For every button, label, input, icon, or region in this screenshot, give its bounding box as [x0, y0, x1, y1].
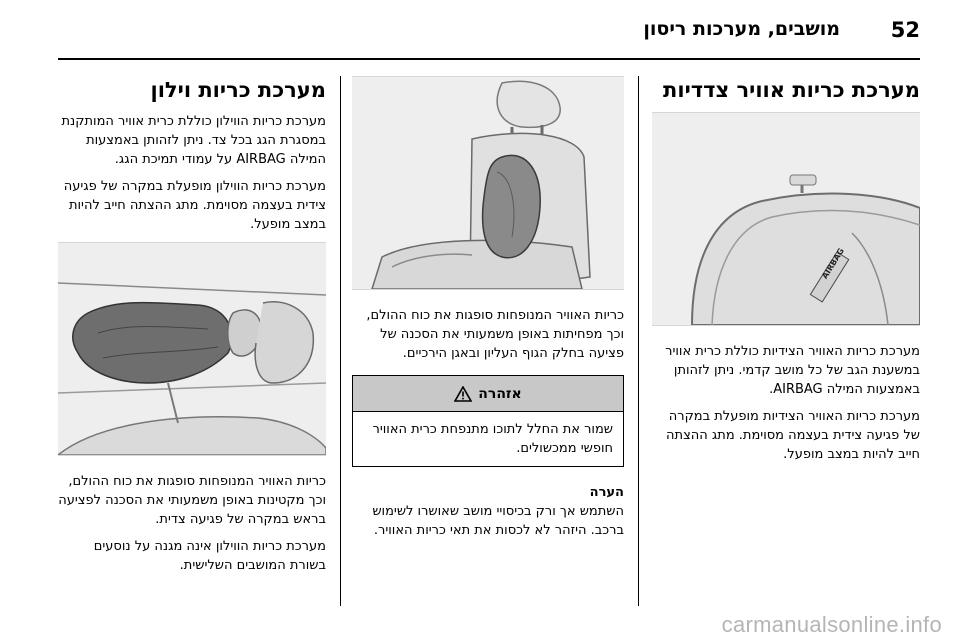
warning-text: שמור את החלל לתוכו מתנפחת כרית האוויר חופשי ממכשולים. — [372, 422, 613, 456]
inflated-seat-airbag-figure — [352, 76, 624, 290]
body-paragraph: מערכת כריות הווילון כוללת כרית אוויר המותקנת במסגרת הגג בכל צד. ניתן לזהותן באמצעות המילה AIRBAG על עמודי תמיכת הגג. — [61, 114, 326, 167]
body-paragraph: מערכת כריות האוויר הצידיות כוללת כרית אוויר במשענת הגב של כל מושב קדמי. ניתן לזהותן באמצעות המילה AIRBAG. — [665, 344, 920, 397]
note-title: הערה — [589, 485, 624, 500]
column-divider-right — [638, 76, 639, 606]
warning-box — [352, 375, 624, 467]
curtain-airbag-illustration — [58, 243, 326, 455]
watermark: carmanualsonline.info — [721, 612, 942, 637]
body-paragraph: מערכת כריות הווילון מופעלת במקרה של פגיעה צידית בעצמה מסוימת. מתג ההצתה חייב להיות במצב מופעל. — [63, 179, 326, 232]
section-title: מערכת כריות אוויר צדדיות — [663, 78, 920, 102]
warning-title: אזהרה — [478, 385, 522, 402]
side-airbag-section — [652, 76, 920, 472]
body-paragraph: מערכת כריות הווילון אינה מגנה על נוסעים בשורת המושבים השלישית. — [93, 539, 326, 573]
body-paragraph: כריות האוויר המנופחות סופגות את כוח ההולם, וכך מקטינות באופן משמעותי את הסכנה לפציעה בראש במקרה של פגיעה צדית. — [58, 474, 326, 527]
body-paragraph: כריות האוויר המנופחות סופגות את כוח ההולם, וכך מפחיתות באופן משמעותי את הסכנה של פציעה בחלק הגוף העליון ובאגן הירכיים. — [366, 308, 624, 361]
inflated-airbag-illustration — [352, 77, 624, 289]
section-title: מערכת כריות וילון — [150, 78, 326, 102]
header-rule — [58, 58, 920, 60]
seat-backrest-illustration — [652, 113, 920, 325]
seat-airbag-figure — [652, 112, 920, 326]
airbag-effect-section — [352, 76, 624, 548]
warning-triangle-icon — [454, 386, 472, 402]
note-text: השתמש אך ורק בכיסויי מושב שאושרו לשימוש ברכב. היזהר לא לכסות את תאי כריות האוויר. — [372, 504, 624, 538]
page-header — [0, 14, 960, 54]
body-paragraph: מערכת כריות האוויר הצידיות מופעלת במקרה של פגיעה צידית בעצמה מסוימת. מתג ההצתה חייב להיות במצב מופעל. — [666, 409, 920, 462]
curtain-airbag-figure — [58, 242, 326, 456]
page-number: 52 — [890, 18, 920, 42]
column-divider-left — [340, 76, 341, 606]
chapter-title: מושבים, מערכות ריסון — [643, 18, 840, 40]
warning-header — [353, 376, 623, 412]
airbag-label-tag: AIRBAG — [820, 246, 846, 281]
curtain-airbag-section — [58, 76, 326, 583]
